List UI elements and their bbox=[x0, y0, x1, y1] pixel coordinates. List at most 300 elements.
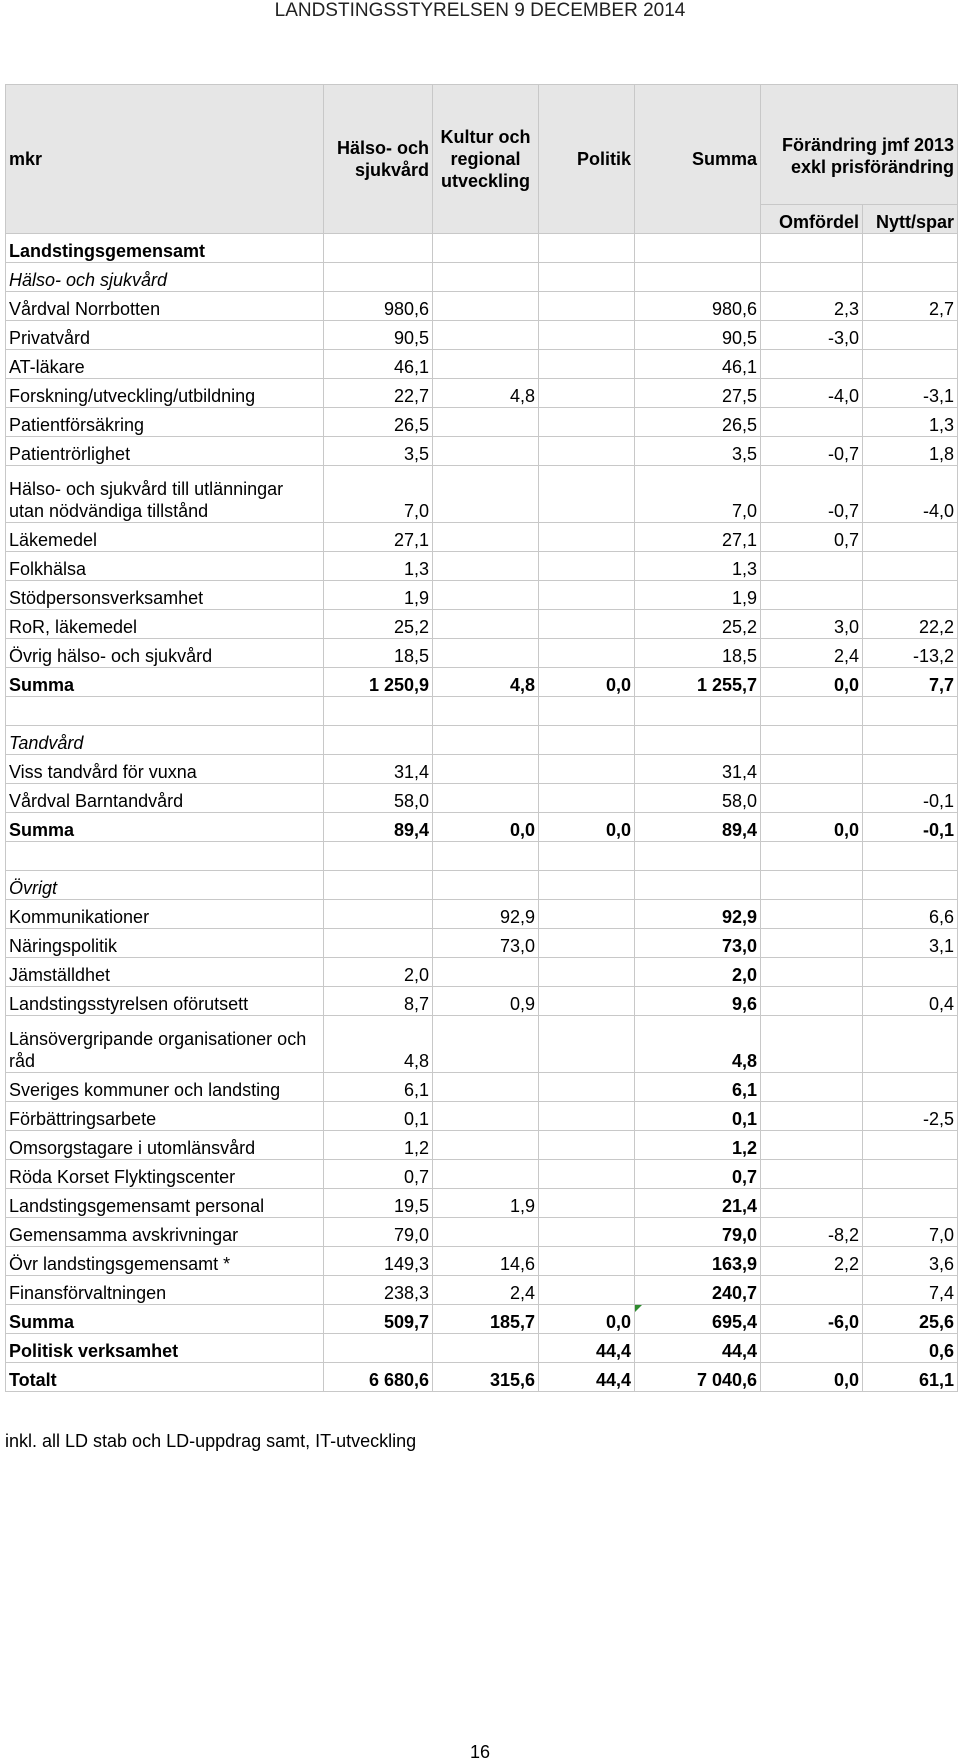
table-cell: 7,4 bbox=[863, 1276, 958, 1305]
table-cell: 4,8 bbox=[433, 379, 539, 408]
row-label: Gemensamma avskrivningar bbox=[6, 1218, 324, 1247]
row-label: Folkhälsa bbox=[6, 552, 324, 581]
row-label: Finansförvaltningen bbox=[6, 1276, 324, 1305]
table-cell: 8,7 bbox=[324, 987, 433, 1016]
row-label: Övrig hälso- och sjukvård bbox=[6, 639, 324, 668]
row-label: Viss tandvård för vuxna bbox=[6, 755, 324, 784]
table-cell: 3,0 bbox=[761, 610, 863, 639]
table-cell bbox=[324, 263, 433, 292]
table-cell: 3,5 bbox=[324, 437, 433, 466]
row-label: Summa bbox=[6, 1305, 324, 1334]
table-cell bbox=[539, 726, 635, 755]
table-cell: 149,3 bbox=[324, 1247, 433, 1276]
table-row bbox=[6, 1102, 958, 1131]
table-cell bbox=[433, 784, 539, 813]
table-cell bbox=[761, 726, 863, 755]
row-label: Privatvård bbox=[6, 321, 324, 350]
table-cell: 1,2 bbox=[635, 1131, 761, 1160]
table-cell: 0,7 bbox=[635, 1160, 761, 1189]
col-summa: Summa bbox=[635, 85, 761, 234]
row-label: Landstingsgemensamt bbox=[6, 234, 324, 263]
table-cell bbox=[761, 1276, 863, 1305]
table-cell: 22,7 bbox=[324, 379, 433, 408]
table-cell: 90,5 bbox=[635, 321, 761, 350]
table-cell bbox=[433, 1160, 539, 1189]
table-cell bbox=[433, 1102, 539, 1131]
table-cell: 92,9 bbox=[635, 900, 761, 929]
table-cell bbox=[863, 871, 958, 900]
table-cell bbox=[863, 1131, 958, 1160]
row-label: AT-läkare bbox=[6, 350, 324, 379]
table-row bbox=[6, 929, 958, 958]
table-cell: 7,7 bbox=[863, 668, 958, 697]
table-cell bbox=[433, 350, 539, 379]
table-cell: -0,1 bbox=[863, 784, 958, 813]
table-cell: 18,5 bbox=[635, 639, 761, 668]
table-cell bbox=[539, 1276, 635, 1305]
table-cell: 26,5 bbox=[635, 408, 761, 437]
table-cell bbox=[539, 321, 635, 350]
row-label: Vårdval Norrbotten bbox=[6, 292, 324, 321]
table-cell: 0,0 bbox=[761, 668, 863, 697]
table-cell bbox=[863, 958, 958, 987]
table-cell: 0,1 bbox=[324, 1102, 433, 1131]
table-cell: 3,6 bbox=[863, 1247, 958, 1276]
table-cell: 1 255,7 bbox=[635, 668, 761, 697]
table-cell: 2,2 bbox=[761, 1247, 863, 1276]
table-cell bbox=[433, 263, 539, 292]
table-cell bbox=[539, 437, 635, 466]
table-cell bbox=[761, 871, 863, 900]
table-cell: 89,4 bbox=[324, 813, 433, 842]
table-cell: 1,3 bbox=[635, 552, 761, 581]
col-nytt-spar: Nytt/spar bbox=[863, 205, 958, 234]
table-cell bbox=[539, 784, 635, 813]
table-row bbox=[6, 842, 958, 871]
table-cell: 25,2 bbox=[324, 610, 433, 639]
table-cell bbox=[539, 987, 635, 1016]
table-cell: 61,1 bbox=[863, 1363, 958, 1392]
table-cell bbox=[635, 871, 761, 900]
table-cell bbox=[539, 639, 635, 668]
table-row bbox=[6, 234, 958, 263]
table-row bbox=[6, 1218, 958, 1247]
table-cell bbox=[761, 929, 863, 958]
row-label: Summa bbox=[6, 813, 324, 842]
table-row bbox=[6, 1334, 958, 1363]
table-cell: 9,6 bbox=[635, 987, 761, 1016]
table-cell: 79,0 bbox=[635, 1218, 761, 1247]
table-cell: 27,1 bbox=[324, 523, 433, 552]
table-cell: 6,1 bbox=[635, 1073, 761, 1102]
table-cell bbox=[761, 1073, 863, 1102]
table-cell bbox=[863, 842, 958, 871]
table-cell bbox=[761, 900, 863, 929]
table-cell bbox=[863, 1189, 958, 1218]
table-cell: 18,5 bbox=[324, 639, 433, 668]
table-cell bbox=[761, 755, 863, 784]
table-cell: -4,0 bbox=[761, 379, 863, 408]
row-label bbox=[6, 842, 324, 871]
table-cell bbox=[433, 408, 539, 437]
table-cell: 25,6 bbox=[863, 1305, 958, 1334]
row-label: Länsövergripande organisationer och råd bbox=[6, 1016, 324, 1073]
table-cell bbox=[635, 234, 761, 263]
table-cell bbox=[433, 958, 539, 987]
table-cell bbox=[433, 755, 539, 784]
table-cell: 90,5 bbox=[324, 321, 433, 350]
table-cell bbox=[324, 234, 433, 263]
table-row bbox=[6, 610, 958, 639]
table-cell bbox=[863, 1073, 958, 1102]
table-cell bbox=[539, 871, 635, 900]
table-cell bbox=[635, 842, 761, 871]
row-label: Hälso- och sjukvård bbox=[6, 263, 324, 292]
table-cell bbox=[761, 697, 863, 726]
footnote: inkl. all LD stab och LD-uppdrag samt, IT-utveckling bbox=[5, 1431, 417, 1451]
table-cell bbox=[863, 523, 958, 552]
table-cell: 26,5 bbox=[324, 408, 433, 437]
table-row bbox=[6, 668, 958, 697]
table-row bbox=[6, 1363, 958, 1392]
table-cell: 509,7 bbox=[324, 1305, 433, 1334]
table-cell: -0,7 bbox=[761, 437, 863, 466]
table-cell bbox=[539, 263, 635, 292]
table-cell bbox=[539, 900, 635, 929]
table-cell bbox=[761, 1102, 863, 1131]
table-row bbox=[6, 987, 958, 1016]
table-cell: 6,1 bbox=[324, 1073, 433, 1102]
table-cell: 0,9 bbox=[433, 987, 539, 1016]
row-label: Jämställdhet bbox=[6, 958, 324, 987]
row-label: Röda Korset Flyktingscenter bbox=[6, 1160, 324, 1189]
table-cell: 1 250,9 bbox=[324, 668, 433, 697]
table-cell bbox=[761, 263, 863, 292]
table-cell bbox=[863, 755, 958, 784]
table-cell bbox=[635, 263, 761, 292]
row-label: Politisk verksamhet bbox=[6, 1334, 324, 1363]
row-label: Vårdval Barntandvård bbox=[6, 784, 324, 813]
table-cell: 1,9 bbox=[433, 1189, 539, 1218]
table-cell bbox=[539, 350, 635, 379]
table-cell: -0,7 bbox=[761, 466, 863, 523]
table-cell bbox=[433, 552, 539, 581]
table-cell: 163,9 bbox=[635, 1247, 761, 1276]
table-cell bbox=[324, 871, 433, 900]
col-kultur-regional-utveckling: Kultur och regional utveckling bbox=[433, 85, 539, 234]
table-cell: 0,0 bbox=[539, 813, 635, 842]
row-label: Landstingsgemensamt personal bbox=[6, 1189, 324, 1218]
cell-value: 695,4 bbox=[711, 1312, 757, 1332]
table-cell bbox=[539, 1073, 635, 1102]
table-cell: -8,2 bbox=[761, 1218, 863, 1247]
header-row bbox=[6, 85, 958, 205]
table-cell bbox=[433, 1131, 539, 1160]
table-cell bbox=[539, 1016, 635, 1073]
table-cell: 3,1 bbox=[863, 929, 958, 958]
table-cell: 44,4 bbox=[635, 1334, 761, 1363]
table-cell bbox=[433, 437, 539, 466]
table-row bbox=[6, 581, 958, 610]
table-row bbox=[6, 755, 958, 784]
col-forandring: Förändring jmf 2013 exkl prisförändring bbox=[761, 85, 958, 205]
table-cell bbox=[433, 610, 539, 639]
table-cell bbox=[324, 929, 433, 958]
table-row bbox=[6, 263, 958, 292]
table-cell: 92,9 bbox=[433, 900, 539, 929]
table-cell bbox=[761, 1016, 863, 1073]
table-cell: 44,4 bbox=[539, 1363, 635, 1392]
table-cell bbox=[761, 842, 863, 871]
table-cell bbox=[761, 1189, 863, 1218]
table-cell: 7 040,6 bbox=[635, 1363, 761, 1392]
table-cell bbox=[761, 581, 863, 610]
table-cell: 31,4 bbox=[635, 755, 761, 784]
table-cell: -3,1 bbox=[863, 379, 958, 408]
row-label: Patientrörlighet bbox=[6, 437, 324, 466]
table-cell bbox=[539, 523, 635, 552]
table-cell: 1,9 bbox=[324, 581, 433, 610]
table-row bbox=[6, 1073, 958, 1102]
table-cell: 0,4 bbox=[863, 987, 958, 1016]
table-cell bbox=[433, 639, 539, 668]
table-cell bbox=[433, 871, 539, 900]
table-cell bbox=[539, 929, 635, 958]
table-cell: 44,4 bbox=[539, 1334, 635, 1363]
table-cell bbox=[433, 1016, 539, 1073]
row-label: RoR, läkemedel bbox=[6, 610, 324, 639]
table-cell: 58,0 bbox=[324, 784, 433, 813]
table-cell: 19,5 bbox=[324, 1189, 433, 1218]
table-cell: 0,7 bbox=[324, 1160, 433, 1189]
table-cell: 2,0 bbox=[324, 958, 433, 987]
table-cell bbox=[433, 697, 539, 726]
col-halso-sjukvard: Hälso- och sjukvård bbox=[324, 85, 433, 234]
table-cell bbox=[635, 1305, 761, 1334]
row-label: Omsorgstagare i utomlänsvård bbox=[6, 1131, 324, 1160]
table-row bbox=[6, 726, 958, 755]
table-cell: 14,6 bbox=[433, 1247, 539, 1276]
table-cell: 0,6 bbox=[863, 1334, 958, 1363]
row-label: Forskning/utveckling/utbildning bbox=[6, 379, 324, 408]
row-label: Förbättringsarbete bbox=[6, 1102, 324, 1131]
table-cell bbox=[761, 784, 863, 813]
table-cell: 22,2 bbox=[863, 610, 958, 639]
table-cell bbox=[863, 726, 958, 755]
table-cell: 46,1 bbox=[324, 350, 433, 379]
table-cell: 0,0 bbox=[539, 1305, 635, 1334]
table-cell: 2,7 bbox=[863, 292, 958, 321]
table-row bbox=[6, 1305, 958, 1334]
table-row bbox=[6, 292, 958, 321]
table-cell: 25,2 bbox=[635, 610, 761, 639]
table-row bbox=[6, 379, 958, 408]
table-cell bbox=[324, 726, 433, 755]
table-cell: 0,0 bbox=[761, 813, 863, 842]
table-cell bbox=[863, 552, 958, 581]
table-cell: 0,0 bbox=[433, 813, 539, 842]
table-cell: 240,7 bbox=[635, 1276, 761, 1305]
table-cell: 1,3 bbox=[324, 552, 433, 581]
page-header: LANDSTINGSSTYRELSEN 9 DECEMBER 2014 bbox=[274, 0, 686, 21]
table-cell: 0,7 bbox=[761, 523, 863, 552]
table-row bbox=[6, 1276, 958, 1305]
table-cell: 4,8 bbox=[324, 1016, 433, 1073]
table-cell bbox=[539, 842, 635, 871]
cell-comment-marker bbox=[635, 1305, 642, 1312]
table-cell: 7,0 bbox=[863, 1218, 958, 1247]
table-cell bbox=[433, 466, 539, 523]
budget-table bbox=[5, 84, 958, 1392]
row-label: Landstingsstyrelsen oförutsett bbox=[6, 987, 324, 1016]
table-cell bbox=[539, 379, 635, 408]
table-cell: 4,8 bbox=[635, 1016, 761, 1073]
table-cell: 4,8 bbox=[433, 668, 539, 697]
row-label: Stödpersonsverksamhet bbox=[6, 581, 324, 610]
table-cell bbox=[539, 755, 635, 784]
row-label: Hälso- och sjukvård till utlänningar utan nödvändiga tillstånd bbox=[6, 466, 324, 523]
table-cell: 73,0 bbox=[635, 929, 761, 958]
table-row bbox=[6, 958, 958, 987]
table-cell: 2,4 bbox=[433, 1276, 539, 1305]
table-cell: 1,2 bbox=[324, 1131, 433, 1160]
table-cell: 31,4 bbox=[324, 755, 433, 784]
table-cell bbox=[761, 234, 863, 263]
table-cell: 73,0 bbox=[433, 929, 539, 958]
table-cell: -2,5 bbox=[863, 1102, 958, 1131]
table-cell: -3,0 bbox=[761, 321, 863, 350]
table-row bbox=[6, 813, 958, 842]
table-cell: 89,4 bbox=[635, 813, 761, 842]
row-label: Läkemedel bbox=[6, 523, 324, 552]
table-row bbox=[6, 639, 958, 668]
table-cell bbox=[761, 1334, 863, 1363]
table-cell bbox=[539, 552, 635, 581]
table-cell: -6,0 bbox=[761, 1305, 863, 1334]
table-cell: 980,6 bbox=[635, 292, 761, 321]
row-label: Tandvård bbox=[6, 726, 324, 755]
table-row bbox=[6, 321, 958, 350]
table-cell: 27,1 bbox=[635, 523, 761, 552]
table-cell: 2,4 bbox=[761, 639, 863, 668]
table-row bbox=[6, 408, 958, 437]
table-row bbox=[6, 1247, 958, 1276]
table-cell: 0,0 bbox=[539, 668, 635, 697]
table-cell bbox=[539, 1131, 635, 1160]
table-cell: 46,1 bbox=[635, 350, 761, 379]
table-row bbox=[6, 466, 958, 523]
table-cell bbox=[324, 842, 433, 871]
table-cell bbox=[863, 697, 958, 726]
table-cell bbox=[539, 234, 635, 263]
table-row bbox=[6, 1016, 958, 1073]
table-cell: 0,1 bbox=[635, 1102, 761, 1131]
table-cell: 3,5 bbox=[635, 437, 761, 466]
row-label: Totalt bbox=[6, 1363, 324, 1392]
table-cell bbox=[761, 987, 863, 1016]
table-cell: 238,3 bbox=[324, 1276, 433, 1305]
table-row bbox=[6, 523, 958, 552]
table-cell bbox=[539, 1218, 635, 1247]
table-row bbox=[6, 1189, 958, 1218]
table-cell bbox=[761, 1160, 863, 1189]
table-cell: 1,3 bbox=[863, 408, 958, 437]
table-cell bbox=[539, 1160, 635, 1189]
table-row bbox=[6, 871, 958, 900]
table-cell bbox=[635, 697, 761, 726]
table-cell: -4,0 bbox=[863, 466, 958, 523]
table-cell: 980,6 bbox=[324, 292, 433, 321]
col-omfordel: Omfördel bbox=[761, 205, 863, 234]
row-label: Sveriges kommuner och landsting bbox=[6, 1073, 324, 1102]
table-cell: 185,7 bbox=[433, 1305, 539, 1334]
table-cell bbox=[433, 726, 539, 755]
table-cell bbox=[863, 321, 958, 350]
table-cell bbox=[539, 466, 635, 523]
table-cell bbox=[761, 958, 863, 987]
table-cell bbox=[539, 581, 635, 610]
table-cell: 27,5 bbox=[635, 379, 761, 408]
table-cell bbox=[433, 292, 539, 321]
table-cell bbox=[539, 1189, 635, 1218]
table-cell: 6 680,6 bbox=[324, 1363, 433, 1392]
table-cell: 58,0 bbox=[635, 784, 761, 813]
table-cell bbox=[433, 842, 539, 871]
table-cell bbox=[863, 581, 958, 610]
table-cell: 1,9 bbox=[635, 581, 761, 610]
table-cell: -13,2 bbox=[863, 639, 958, 668]
table-cell bbox=[539, 1247, 635, 1276]
table-cell: 79,0 bbox=[324, 1218, 433, 1247]
table-row bbox=[6, 1160, 958, 1189]
table-cell bbox=[433, 234, 539, 263]
table-cell bbox=[539, 292, 635, 321]
table-cell bbox=[761, 408, 863, 437]
table-cell bbox=[433, 581, 539, 610]
col-mkr: mkr bbox=[6, 85, 324, 234]
table-cell bbox=[539, 958, 635, 987]
col-politik: Politik bbox=[539, 85, 635, 234]
row-label: Övr landstingsgemensamt * bbox=[6, 1247, 324, 1276]
table-cell bbox=[324, 697, 433, 726]
table-row bbox=[6, 1131, 958, 1160]
row-label: Summa bbox=[6, 668, 324, 697]
row-label: Kommunikationer bbox=[6, 900, 324, 929]
table-cell bbox=[539, 1102, 635, 1131]
table-cell bbox=[433, 1218, 539, 1247]
table-row bbox=[6, 900, 958, 929]
table-cell bbox=[433, 1334, 539, 1363]
table-cell: 315,6 bbox=[433, 1363, 539, 1392]
table-cell bbox=[863, 234, 958, 263]
table-row bbox=[6, 437, 958, 466]
table-cell bbox=[433, 321, 539, 350]
table-cell bbox=[324, 900, 433, 929]
row-label bbox=[6, 697, 324, 726]
row-label: Näringspolitik bbox=[6, 929, 324, 958]
row-label: Övrigt bbox=[6, 871, 324, 900]
table-cell bbox=[863, 350, 958, 379]
table-row bbox=[6, 697, 958, 726]
table-cell bbox=[539, 697, 635, 726]
table-cell bbox=[324, 1334, 433, 1363]
table-cell bbox=[539, 408, 635, 437]
table-cell: 6,6 bbox=[863, 900, 958, 929]
table-cell bbox=[761, 350, 863, 379]
table-row bbox=[6, 350, 958, 379]
table-cell: 7,0 bbox=[635, 466, 761, 523]
table-cell bbox=[863, 263, 958, 292]
